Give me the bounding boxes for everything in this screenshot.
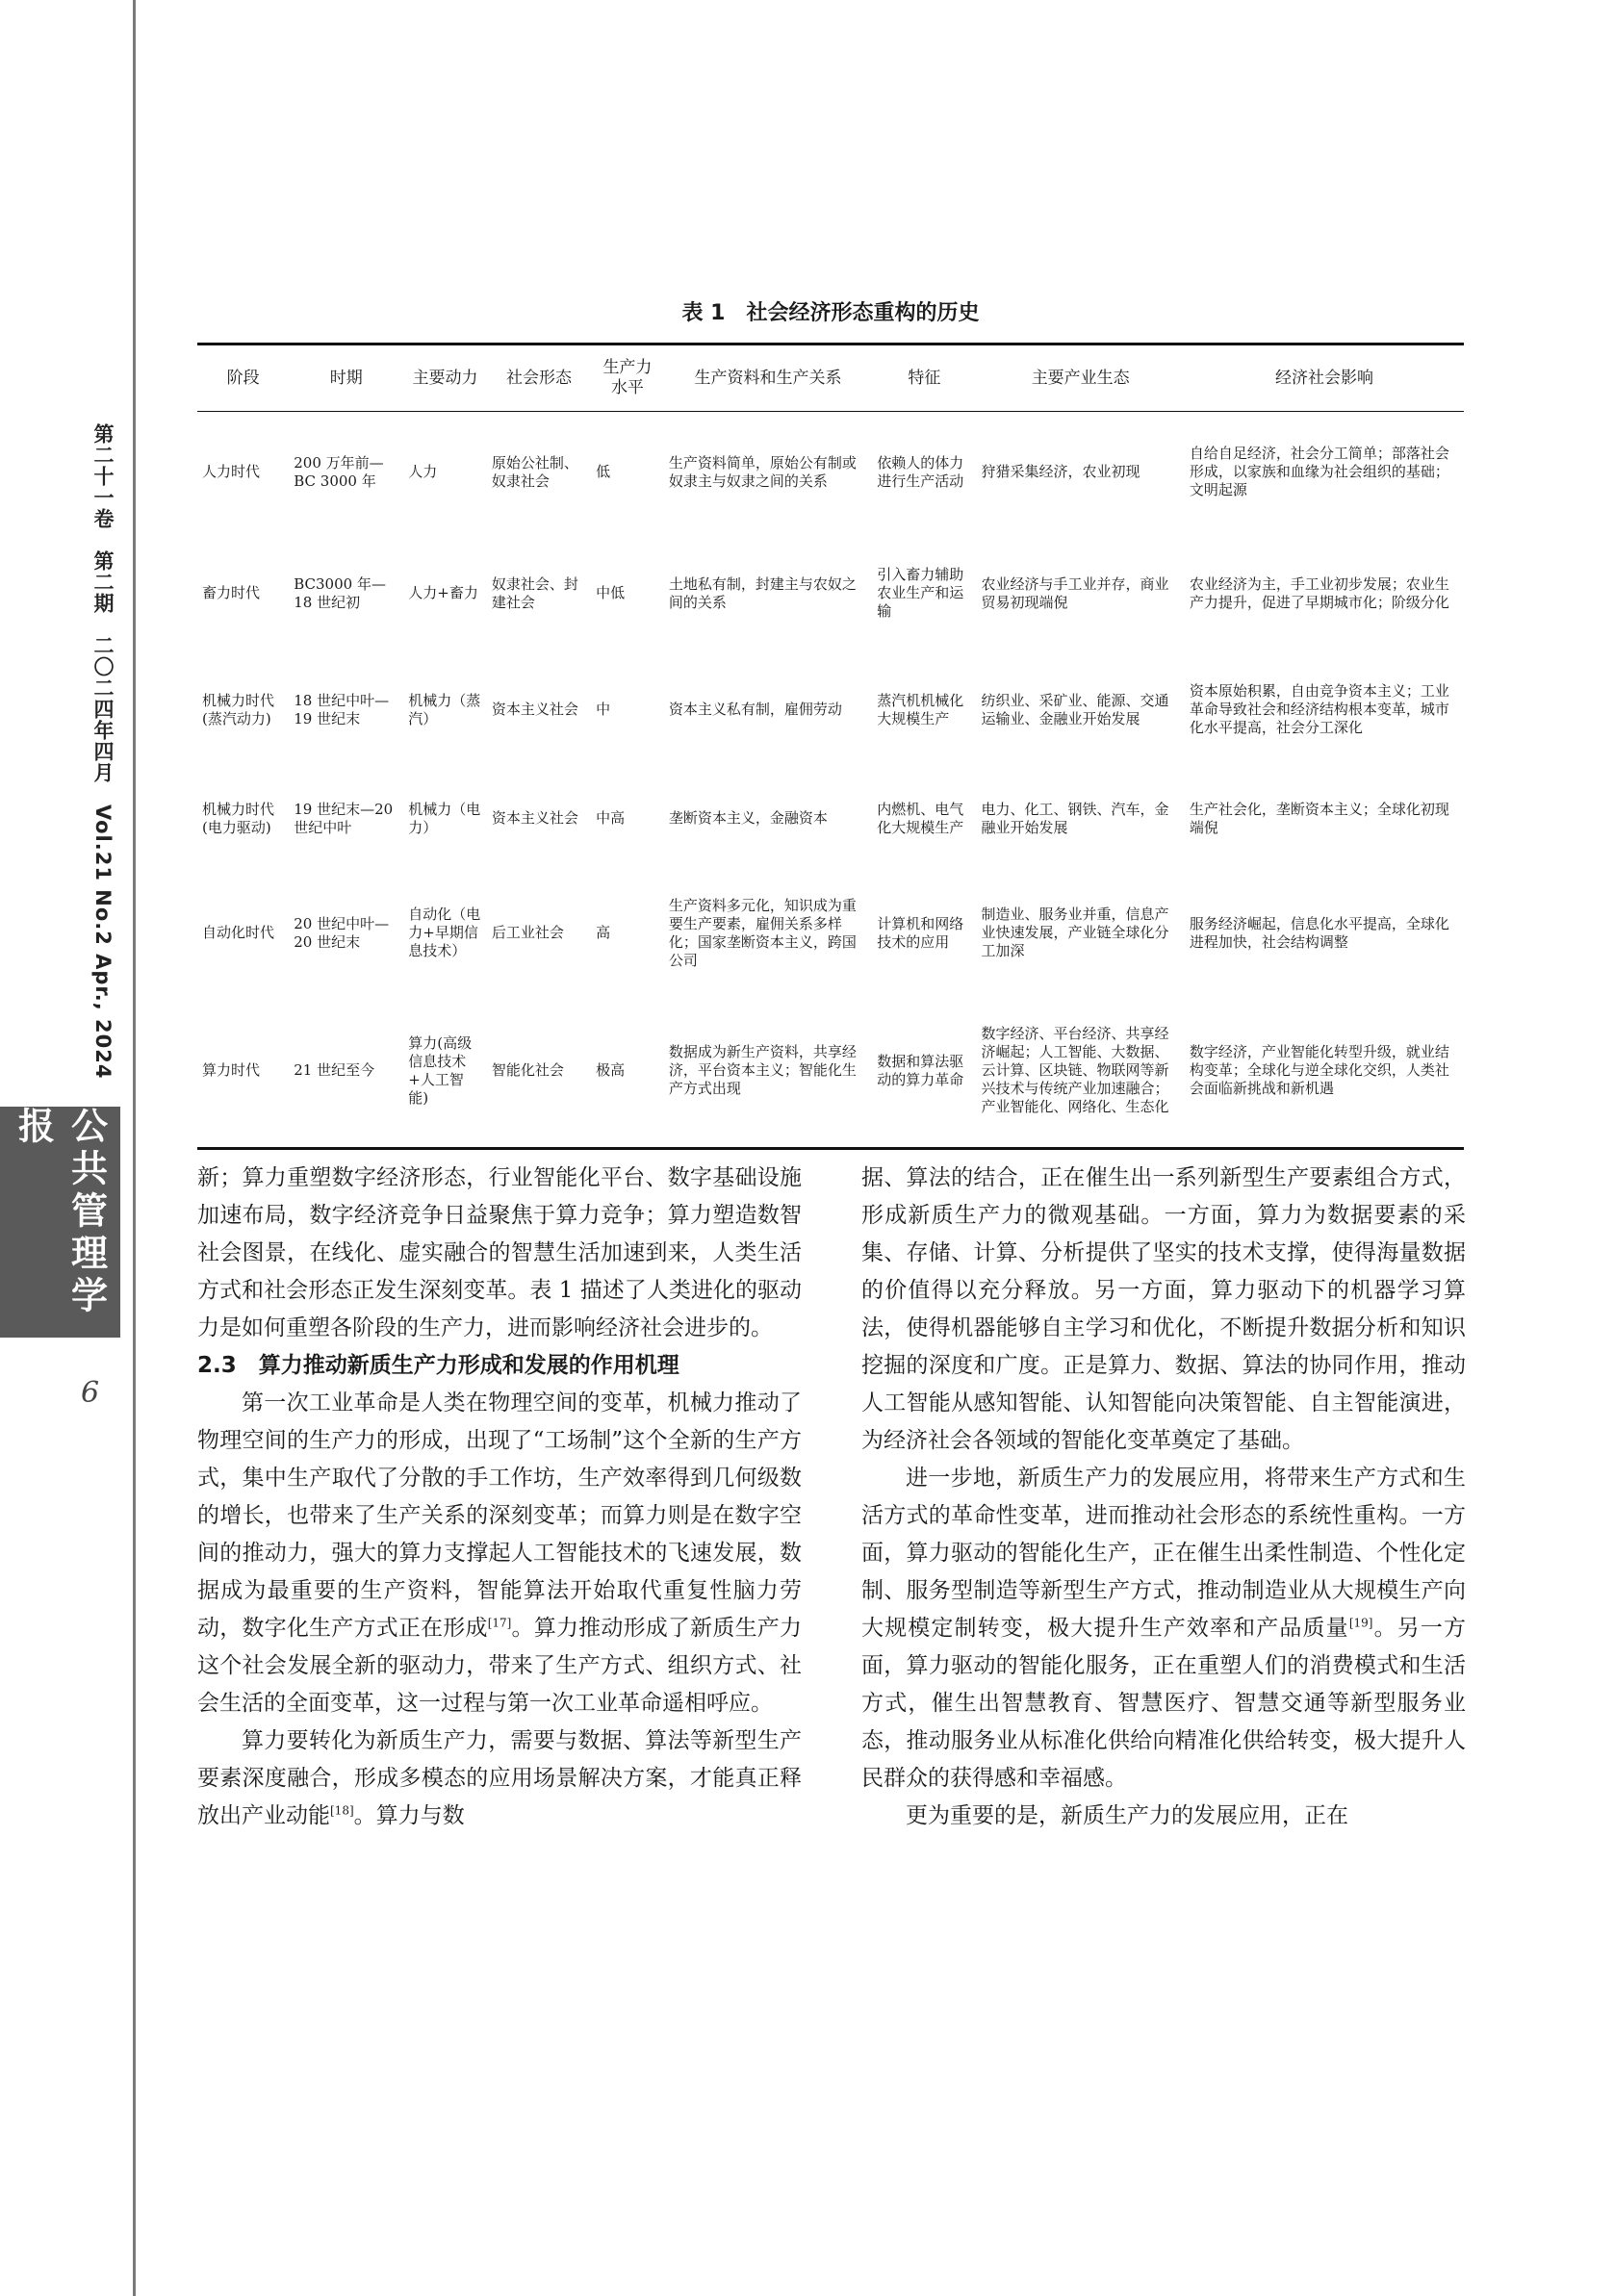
header-cell: 生产力水平 — [591, 344, 664, 412]
cell-impact: 数字经济，产业智能化转型升级，就业结构变革；全球化与逆全球化交织，人类社会面临新挑战和新机遇 — [1185, 995, 1464, 1149]
cell-impact: 自给自足经济，社会分工简单；部落社会形成，以家族和血缘为社会组织的基础；文明起源 — [1189, 445, 1449, 499]
cell-industry: 农业经济与手工业并存，商业贸易初现端倪 — [981, 574, 1169, 611]
header-cell: 阶段 — [197, 344, 289, 412]
cell-stage: 畜力时代 — [202, 584, 261, 601]
cell-level: 低 — [596, 463, 611, 481]
cell-relations: 数据成为新生产资料，共享经济，平台资本主义；智能化生产方式出现 — [664, 995, 872, 1149]
cell-driver: 人力+畜力 — [408, 584, 478, 601]
margin-rule — [133, 0, 136, 2296]
cell-driver: 人力 — [408, 463, 438, 481]
cell-industry: 数字经济、平台经济、共享经济崛起；人工智能、大数据、云计算、区块链、物联网等新兴技术与传统产业加速融合；产业智能化、网络化、生态化 — [976, 995, 1184, 1149]
cell-industry: 纺织业、采矿业、能源、交通运输业、金融业开始发展 — [981, 691, 1169, 727]
cell-society: 资本主义社会 — [491, 701, 578, 718]
paragraph-text: 。另一方面，算力驱动的智能化服务，正在重塑人们的消费模式和生活方式，催生出智慧教育、智慧医疗、智慧交通等新型服务业态，推动服务业从标准化供给向精准化供给转变，极大提升人民群众的获得感和幸福感。 — [861, 1616, 1467, 1791]
cell-impact: 资本原始积累，自由竞争资本主义；工业革命导致社会和经济结构根本变革，城市化水平提高，社会分工深化 — [1189, 682, 1449, 736]
header-cell: 主要产业生态 — [976, 344, 1184, 412]
header-cell: 时期 — [289, 344, 403, 412]
cell-period: 20 世纪中叶—20 世纪末 — [294, 914, 390, 951]
paragraph: 据、算法的结合，正在催生出一系列新型生产要素组合方式，形成新质生产力的微观基础。一方面，算力为数据要素的采集、存储、计算、分析提供了坚实的技术支撑，使得海量数据的价值得以充分释放。另一方面，算力驱动下的机器学习算法，使得机器能够自主学习和优化，不断提升数据分析和知识挖掘的深度和广度。正是算力、数据、算法的协同作用，推动人工智能从感知智能、认知智能向决策智能、自主智能演进，为经济社会各领域的智能化变革奠定了基础。 — [861, 1165, 1466, 1453]
cell-society: 资本主义社会 — [491, 809, 578, 827]
citation: [18] — [330, 1803, 354, 1818]
cell-industry: 电力、化工、钢铁、汽车，金融业开始发展 — [981, 800, 1169, 836]
page-number: 6 — [81, 1376, 100, 1410]
paragraph-text: 进一步地，新质生产力的发展应用，将带来生产方式和生活方式的革命性变革，进而推动社会形态的系统性重构。一方面，算力驱动的智能化生产，正在催生出柔性制造、个性化定制、服务型制造等新型生产方式，推动制造业从大规模生产向大规模定制转变，极大提升生产效率和产品质量 — [861, 1466, 1466, 1641]
header-cell: 经济社会影响 — [1185, 344, 1464, 412]
table-row — [197, 872, 1464, 995]
paragraph — [197, 1385, 802, 1722]
cell-level: 中 — [596, 701, 611, 718]
header-cell: 特征 — [872, 344, 976, 412]
cell-stage: 机械力时代(蒸汽动力) — [202, 691, 275, 727]
paragraph: 新；算力重塑数字经济形态，行业智能化平台、数字基础设施加速布局，数字经济竞争日益聚焦于算力竞争；算力塑造数智社会图景，在线化、虚实融合的智慧生活加速到来，人类生活方式和社会形态正发生深刻变革。表 1 描述了人类进化的驱动力是如何重塑各阶段的生产力，进而影响经济社会进步的。 — [197, 1165, 802, 1340]
paragraph-text: 。算力推动形成了新质生产力这个社会发展全新的驱动力，带来了生产方式、组织方式、社会生活的全面变革，这一过程与第一次工业革命遥相呼应。 — [197, 1616, 803, 1716]
cell-stage: 算力时代 — [197, 995, 289, 1149]
cell-society: 奴隶社会、封建社会 — [491, 574, 578, 611]
cell-impact: 农业经济为主，手工业初步发展；农业生产力提升，促进了早期城市化；阶级分化 — [1189, 574, 1449, 611]
cell-impact: 生产社会化，垄断资本主义；全球化初现端倪 — [1189, 800, 1449, 836]
table-header-row — [197, 344, 1464, 412]
cell-stage: 自动化时代 — [202, 924, 275, 941]
cell-society: 原始公社制、奴隶社会 — [491, 453, 578, 490]
cell-driver: 自动化（电力+早期信息技术） — [408, 906, 481, 959]
cell-level: 极高 — [591, 995, 664, 1149]
cell-feature: 内燃机、电气化大规模生产 — [877, 800, 964, 836]
paragraph — [197, 1722, 802, 1835]
cell-relations: 资本主义私有制，雇佣劳动 — [668, 701, 842, 718]
right-column — [861, 1160, 1466, 1835]
cell-relations: 垄断资本主义，金融资本 — [668, 809, 828, 827]
section-heading: 2.3 算力推动新质生产力形成和发展的作用机理 — [197, 1353, 679, 1378]
cell-stage: 机械力时代(电力驱动) — [202, 800, 275, 836]
cell-relations: 土地私有制，封建主与农奴之间的关系 — [668, 574, 857, 611]
cell-industry: 狩猎采集经济，农业初现 — [981, 463, 1140, 481]
cell-level: 中低 — [596, 584, 626, 601]
cell-feature: 蒸汽机机械化大规模生产 — [877, 691, 964, 727]
cell-impact: 服务经济崛起，信息化水平提高，全球化进程加快，社会结构调整 — [1189, 914, 1449, 951]
paragraph — [861, 1460, 1466, 1798]
cell-level: 高 — [596, 924, 611, 941]
citation: [17] — [487, 1616, 512, 1630]
cell-relations: 生产资料多元化，知识成为重要生产要素，雇佣关系多样化；国家垄断资本主义，跨国公司 — [668, 896, 857, 969]
table-row — [197, 995, 1464, 1149]
header-cell: 生产资料和生产关系 — [664, 344, 872, 412]
paragraph-text: 。算力与数 — [353, 1803, 465, 1828]
table-row — [197, 654, 1464, 766]
cell-feature: 数据和算法驱动的算力革命 — [872, 995, 976, 1149]
table-row — [197, 766, 1464, 872]
cell-period: 19 世纪末—20 世纪中叶 — [294, 800, 394, 836]
cell-stage: 人力时代 — [202, 463, 261, 481]
cell-society: 智能化社会 — [487, 995, 591, 1149]
cell-feature: 计算机和网络技术的应用 — [877, 914, 964, 951]
table-row — [197, 412, 1464, 533]
paragraph-text: 算力要转化为新质生产力，需要与数据、算法等新型生产要素深度融合，形成多模态的应用场景解决方案，才能真正释放出产业动能 — [197, 1728, 802, 1828]
left-column — [197, 1160, 802, 1835]
header-cell: 社会形态 — [487, 344, 591, 412]
cell-level: 中高 — [596, 809, 626, 827]
table-title: 表 1 社会经济形态重构的历史 — [681, 301, 980, 325]
cell-driver: 算力(高级信息技术+人工智能) — [403, 995, 487, 1149]
cell-period: 18 世纪中叶—19 世纪末 — [294, 691, 390, 727]
history-table — [197, 343, 1464, 1150]
paragraph-text: 第一次工业革命是人类在物理空间的变革，机械力推动了物理空间的生产力的形成，出现了“工场制”这个全新的生产方式，集中生产取代了分散的手工作坊，生产效率得到几何级数的增长，也带来了生产关系的深刻变革；而算力则是在数字空间的推动力，强大的算力支撑起人工智能技术的飞速发展，数据成为最重要的生产资料，智能算法开始取代重复性脑力劳动，数字化生产方式正在形成 — [197, 1390, 802, 1641]
cell-industry: 制造业、服务业并重，信息产业快速发展，产业链全球化分工加深 — [981, 906, 1169, 959]
header-cell: 主要动力 — [403, 344, 487, 412]
journal-issue-header: 第二十一卷 第二期 二〇二四年四月 Vol.21 No.2 Apr., 2024 — [91, 423, 115, 1080]
cell-driver: 机械力（蒸汽） — [408, 691, 481, 727]
journal-name-badge: 公共管理学报 — [0, 1107, 120, 1338]
cell-driver: 机械力（电力） — [408, 800, 481, 836]
paragraph: 更为重要的是，新质生产力的发展应用，正在 — [906, 1803, 1348, 1828]
cell-period: 21 世纪至今 — [289, 995, 403, 1149]
cell-period: 200 万年前—BC 3000 年 — [294, 453, 384, 490]
cell-feature: 依赖人的体力进行生产活动 — [877, 453, 964, 490]
cell-feature: 引入畜力辅助农业生产和运输 — [877, 566, 964, 620]
table-row — [197, 533, 1464, 654]
cell-period: BC3000 年—18 世纪初 — [294, 574, 386, 611]
cell-society: 后工业社会 — [491, 924, 564, 941]
citation: [19] — [1348, 1616, 1373, 1630]
cell-relations: 生产资料简单，原始公有制或奴隶主与奴隶之间的关系 — [668, 453, 857, 490]
